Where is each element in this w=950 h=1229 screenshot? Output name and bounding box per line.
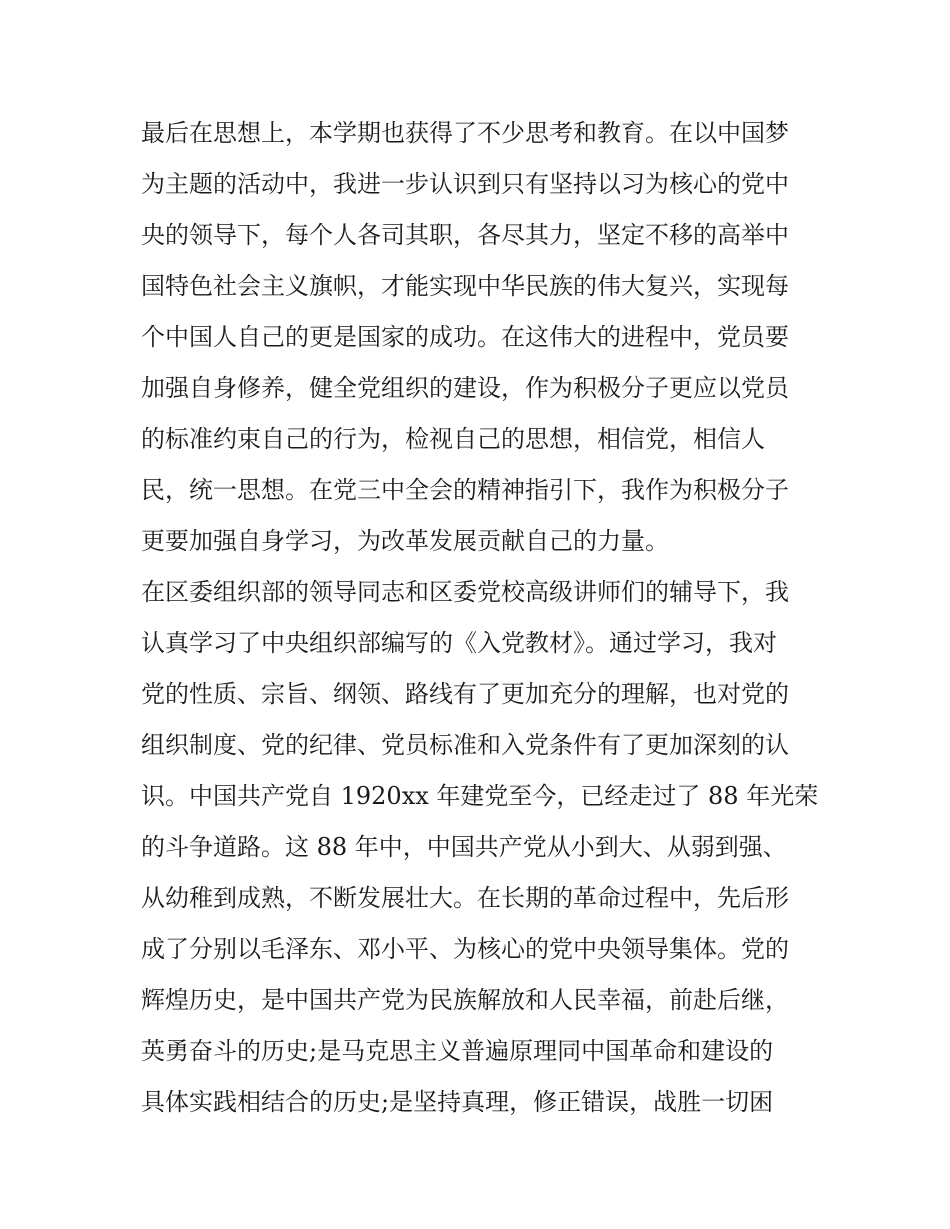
text-line: 从幼稚到成熟，不断发展壮大。在长期的革命过程中，先后形: [141, 884, 789, 912]
text-line: 最后在思想上，本学期也获得了不少思考和教育。在以中国梦: [141, 119, 789, 147]
text-line: 认真学习了中央组织部编写的《入党教材》。通过学习，我对: [141, 629, 777, 657]
text-line: 的斗争道路。这 88 年中，中国共产党从小到大、从弱到强、: [141, 833, 787, 861]
text-line: 具体实践相结合的历史;是坚持真理，修正错误，战胜一切困: [141, 1088, 774, 1116]
text-line: 为主题的活动中，我进一步认识到只有坚持以习为核心的党中: [141, 170, 789, 198]
text-line: 更要加强自身学习，为改革发展贡献自己的力量。: [141, 527, 669, 555]
text-line: 在区委组织部的领导同志和区委党校高级讲师们的辅导下，我: [141, 578, 789, 606]
text-line: 国特色社会主义旗帜，才能实现中华民族的伟大复兴，实现每: [141, 272, 789, 300]
text-line: 组织制度、党的纪律、党员标准和入党条件有了更加深刻的认: [141, 731, 789, 759]
text-line: 的标准约束自己的行为，检视自己的思想，相信党，相信人: [141, 425, 765, 453]
text-line: 识。中国共产党自 1920xx 年建党至今，已经走过了 88 年光荣: [141, 782, 819, 810]
text-line: 央的领导下，每个人各司其职，各尽其力，坚定不移的高举中: [141, 221, 789, 249]
text-line: 加强自身修养，健全党组织的建设，作为积极分子更应以党员: [141, 374, 789, 402]
text-line: 民，统一思想。在党三中全会的精神指引下，我作为积极分子: [141, 476, 789, 504]
text-line: 成了分别以毛泽东、邓小平、为核心的党中央领导集体。党的: [141, 935, 789, 963]
text-line: 党的性质、宗旨、纲领、路线有了更加充分的理解，也对党的: [141, 680, 789, 708]
text-line: 辉煌历史，是中国共产党为民族解放和人民幸福，前赴后继，: [141, 986, 789, 1014]
body-text: [141, 108, 821, 1128]
text-line: 个中国人自己的更是国家的成功。在这伟大的进程中，党员要: [141, 323, 789, 351]
text-line: 英勇奋斗的历史;是马克思主义普遍原理同中国革命和建设的: [141, 1037, 774, 1065]
